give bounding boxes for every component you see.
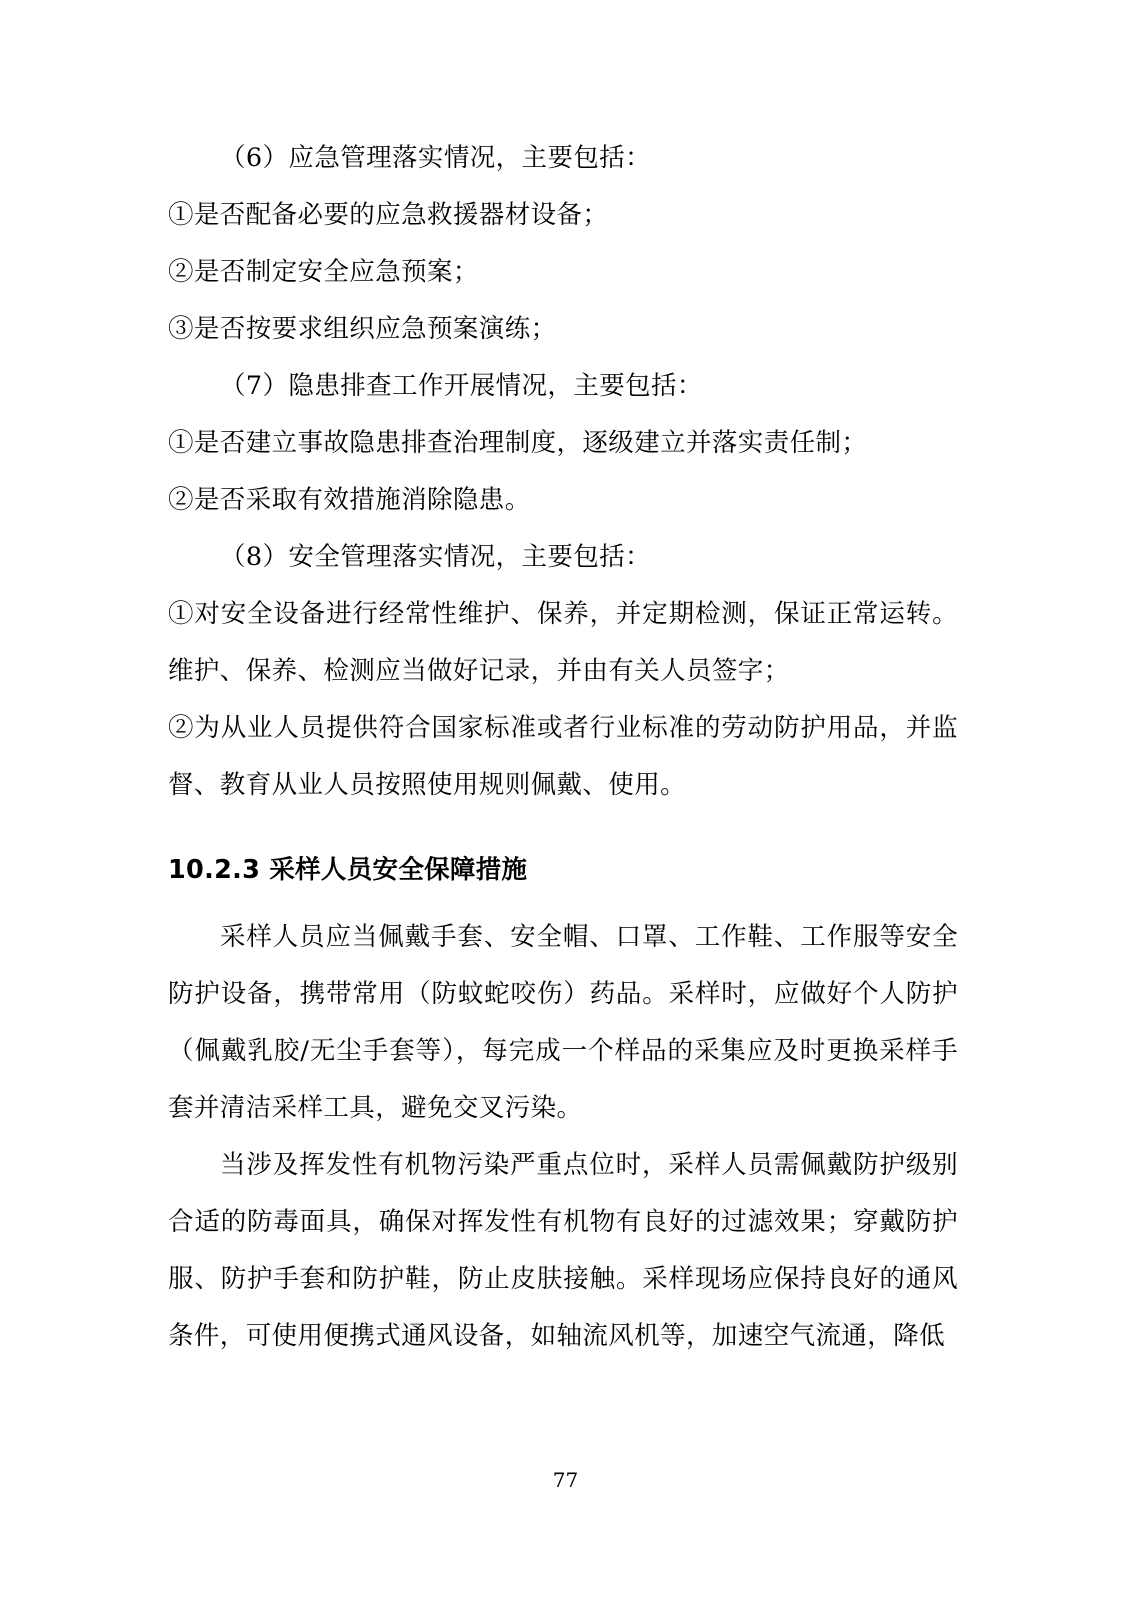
paragraph-sampling-protection: 采样人员应当佩戴手套、安全帽、口罩、工作鞋、工作服等安全防护设备，携带常用（防蚊蛇咬伤）药品。采样时，应做好个人防护（佩戴乳胶/无尘手套等），每完成一个样品的采集应及时更换采样手套并清洁采样工具，避免交叉污染。 xyxy=(168,922,958,1123)
page-body xyxy=(168,130,958,1365)
paragraph-voc-protection: 当涉及挥发性有机物污染严重点位时，采样人员需佩戴防护级别合适的防毒面具，确保对挥发性有机物有良好的过滤效果；穿戴防护服、防护手套和防护鞋，防止皮肤接触。采样现场应保持良好的通风条件，可使用便携式通风设备，如轴流风机等，加速空气流通，降低 xyxy=(168,1150,958,1351)
paragraph-item-8-sub-2: ②为从业人员提供符合国家标准或者行业标准的劳动防护用品，并监督、教育从业人员按照使用规则佩戴、使用。 xyxy=(168,713,958,800)
paragraph-item-7-sub-2: ②是否采取有效措施消除隐患。 xyxy=(168,485,531,515)
section-heading-10-2-3: 10.2.3 采样人员安全保障措施 xyxy=(168,855,528,885)
paragraph-item-7-intro: （7）隐患排查工作开展情况，主要包括： xyxy=(220,371,703,401)
paragraph-item-6-sub-2: ②是否制定安全应急预案； xyxy=(168,257,479,287)
paragraph-item-8-sub-1: ①对安全设备进行经常性维护、保养，并定期检测，保证正常运转。维护、保养、检测应当做好记录，并由有关人员签字； xyxy=(168,599,958,686)
paragraph-item-8-intro: （8）安全管理落实情况，主要包括： xyxy=(220,542,652,572)
page-number: 77 xyxy=(552,1468,579,1492)
paragraph-item-6-sub-3: ③是否按要求组织应急预案演练； xyxy=(168,314,557,344)
paragraph-item-6-intro: （6）应急管理落实情况，主要包括： xyxy=(220,143,652,173)
paragraph-item-6-sub-1: ①是否配备必要的应急救援器材设备； xyxy=(168,200,609,230)
paragraph-item-7-sub-1: ①是否建立事故隐患排查治理制度，逐级建立并落实责任制； xyxy=(168,428,868,458)
